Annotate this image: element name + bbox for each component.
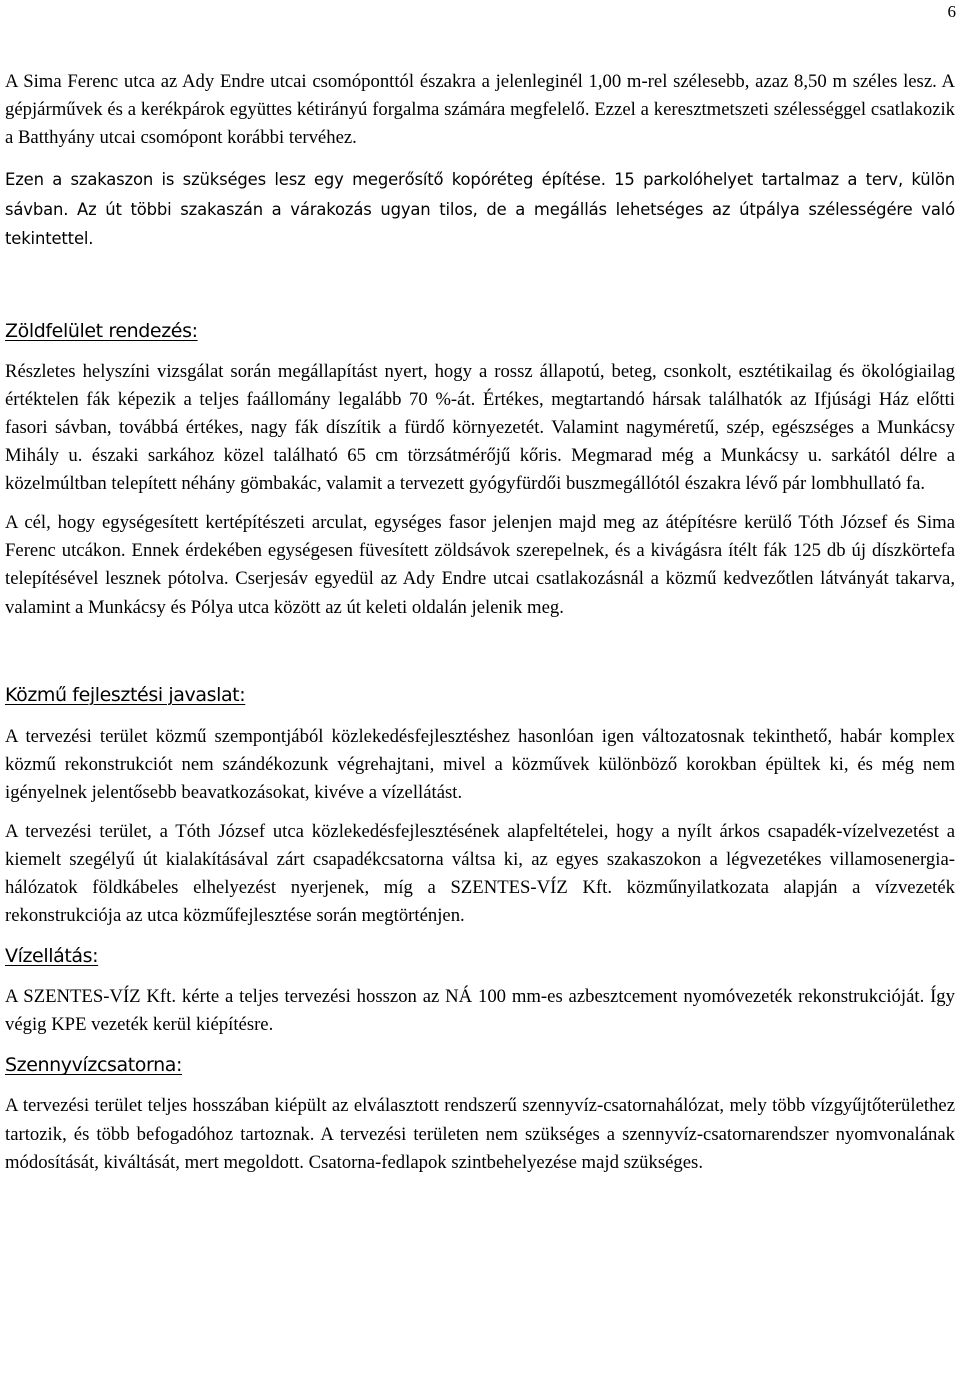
paragraph-water-supply: A SZENTES-VÍZ Kft. kérte a teljes tervezési hosszon az NÁ 100 mm-es azbesztcement nyomóvezeték rekonstrukcióját. Így végig KPE vezeték kerül kiépítésre.: [5, 986, 955, 1036]
paragraph-tree-survey: Részletes helyszíni vizsgálat során megállapítást nyert, hogy a rossz állapotú, beteg, csonkolt, esztétikailag és ökológiailag értéktelen fák képezik a teljes faállomány legalább 70 %-át. Értékes, megtartandó hársak találhatók az Ifjúsági Ház előtti fasori sávban, továbbá értékes, nagy fák díszítik a fürdő környezetét. Valamint nagyméretű, szép, egészséges a Munkácsy Mihály u. északi sarkához közel található 65 cm törzsátmérőjű kőris. Megmarad még a Munkácsy u. sarkától délre a közelmúltban telepített néhány gömbakác, valamit a tervezett gyógyfürdői buszmegállótól északra lévő pár lombhullató fa.: [5, 360, 955, 495]
paragraph-landscape-goal: A cél, hogy egységesített kertépítészeti arculat, egységes fasor jelenjen majd meg az átépítésre kerülő Tóth József és Sima Ferenc utcákon. Ennek érdekében egységesen füvesített zöldsávok szerepelnek, és a kivágásra ítélt fák 125 db új díszkörtefa telepítésével lesznek pótolva. Cserjesáv egyedül az Ady Endre utcai csatlakozásnál a közmű kedvezőtlen látványát takarva, valamint a Munkácsy és Pólya utca között az út keleti oldalán jelenik meg.: [5, 512, 955, 618]
section-heading-sewer: Szennyvízcsatorna:: [5, 1054, 182, 1077]
paragraph-sima-ferenc-width: A Sima Ferenc utca az Ady Endre utcai csomóponttól északra a jelenleginél 1,00 m-rel szélesebb, azaz 8,50 m széles lesz. A gépjárművek és a kerékpárok együttes kétirányú forgalma számára megfelelő. Ezzel a keresztmetszeti szélességgel csatlakozik a Batthyány utcai csomópont korábbi tervéhez.: [5, 71, 955, 149]
paragraph-utility-requirements: A tervezési terület, a Tóth József utca közlekedésfejlesztésének alapfeltételei, hogy a nyílt árkos csapadék-vízelvezetést a kiemelt szegélyű út kialakításával zárt csapadékcsatorna váltsa ki, az egyes szakaszokon a légvezetékes villamosenergia-hálózatok földkábeles elhelyezést nyerjenek, míg a SZENTES-VÍZ Kft. közműnyilatkozata alapján a vízvezeték rekonstrukciója az utca közműfejlesztése során megtörténjen.: [5, 820, 955, 927]
page-number: 6: [947, 2, 956, 21]
document-body: [5, 68, 955, 1177]
paragraph-parking: Ezen a szakaszon is szükséges lesz egy megerősítő kopóréteg építése. 15 parkolóhelyet tartalmaz a terv, külön sávban. Az út többi szakaszán a várakozás ugyan tilos, de a megállás lehetséges az útpálya szélességére való tekintettel.: [5, 170, 955, 249]
paragraph-utility-overview: A tervezési terület közmű szempontjából közlekedésfejlesztéshez hasonlóan igen változatosnak tekinthető, habár komplex közmű rekonstrukciót nem szándékozunk végrehajtani, mivel a közművek különböző korokban épültek ki, és még nem igényelnek jelentősebb beavatkozásokat, kivéve a vízellátást.: [5, 725, 955, 803]
section-heading-water-supply: Vízellátás:: [5, 945, 99, 968]
section-heading-green-areas: Zöldfelület rendezés:: [5, 319, 198, 342]
section-heading-utility-development: Közmű fejlesztési javaslat:: [5, 683, 246, 706]
paragraph-sewer: A tervezési terület teljes hosszában kiépült az elválasztott rendszerű szennyvíz-csatornahálózat, mely több vízgyűjtőterülethez tartozik, és több befogadóhoz tartoznak. A tervezési területen nem szükséges a szennyvíz-csatornarendszer nyomvonalának módosítását, kiváltását, mert megoldott. Csatorna-fedlapok szintbehelyezése majd szükséges.: [5, 1095, 955, 1173]
